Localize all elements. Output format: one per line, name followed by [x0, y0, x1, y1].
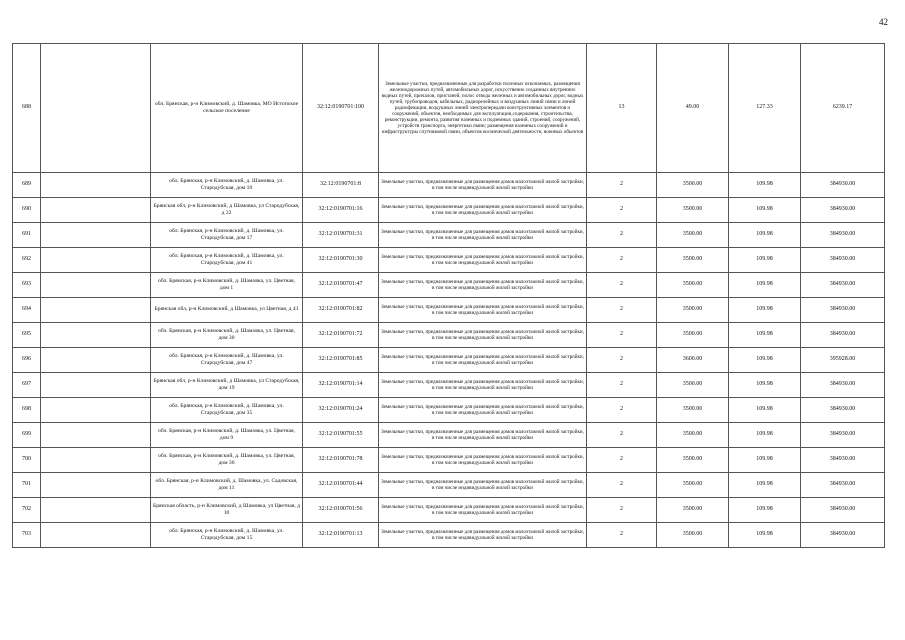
specific-value-cell: 109.98	[729, 248, 801, 273]
row-number: 689	[13, 173, 41, 198]
specific-value-cell: 109.98	[729, 348, 801, 373]
table-row	[13, 44, 885, 173]
address-cell: Брянская обл, р-н Климовский, д Шамовка, ул Стародубская, дом 19	[151, 373, 303, 398]
specific-value-cell: 109.98	[729, 323, 801, 348]
cadastral-value-cell: 384930.00	[801, 173, 885, 198]
row-number: 702	[13, 498, 41, 523]
table-row	[13, 223, 885, 248]
cadastral-value-cell: 384930.00	[801, 373, 885, 398]
address-cell: Брянская область, р-н Климовский, д Шамовка, ул Цветная, д 10	[151, 498, 303, 523]
address-cell: обл. Брянская, р-н Климовский, д. Шамовка, МО Истопское сельское поселение	[151, 44, 303, 173]
row-number: 692	[13, 248, 41, 273]
blank-cell	[41, 173, 151, 198]
cadastral-number-cell: 32:12:0190701:100	[303, 44, 379, 173]
group-cell: 2	[587, 348, 657, 373]
specific-value-cell: 109.98	[729, 298, 801, 323]
area-cell: 49.00	[657, 44, 729, 173]
row-number: 696	[13, 348, 41, 373]
address-cell: обл. Брянская, р-н Климовский, д. Шамовка, ул. Стародубская, дом 35	[151, 398, 303, 423]
specific-value-cell: 109.98	[729, 423, 801, 448]
specific-value-cell: 109.98	[729, 198, 801, 223]
table-row	[13, 323, 885, 348]
specific-value-cell: 109.98	[729, 173, 801, 198]
table-row	[13, 248, 885, 273]
area-cell: 3500.00	[657, 373, 729, 398]
cadastral-value-cell: 384930.00	[801, 473, 885, 498]
specific-value-cell: 109.98	[729, 273, 801, 298]
area-cell: 3500.00	[657, 248, 729, 273]
blank-cell	[41, 198, 151, 223]
group-cell: 2	[587, 273, 657, 298]
specific-value-cell: 127.33	[729, 44, 801, 173]
cadastral-value-cell: 395928.00	[801, 348, 885, 373]
group-cell: 2	[587, 173, 657, 198]
group-cell: 2	[587, 248, 657, 273]
specific-value-cell: 109.98	[729, 473, 801, 498]
group-cell: 2	[587, 323, 657, 348]
land-use-cell: Земельные участки, предназначенные для размещения домов малоэтажной жилой застройки, в том числе индивидуальной жилой застройки	[379, 323, 587, 348]
address-cell: обл. Брянская, р-н Климовский, д. Шамовка, ул. Стародубская, дом 41	[151, 248, 303, 273]
row-number: 695	[13, 323, 41, 348]
address-cell: Брянская обл, р-н Климовский, д Шамовка, ул Цветная, д 41	[151, 298, 303, 323]
area-cell: 3500.00	[657, 498, 729, 523]
specific-value-cell: 109.98	[729, 523, 801, 548]
blank-cell	[41, 423, 151, 448]
cadastral-number-cell: 32:12:0190701:85	[303, 348, 379, 373]
row-number: 694	[13, 298, 41, 323]
cadastral-number-cell: 32:12:0190701:82	[303, 298, 379, 323]
land-use-cell: Земельные участки, предназначенные для размещения домов малоэтажной жилой застройки, в том числе индивидуальной жилой застройки	[379, 223, 587, 248]
cadastral-number-cell: 32:12:0190701:8	[303, 173, 379, 198]
area-cell: 3500.00	[657, 323, 729, 348]
cadastral-value-cell: 384930.00	[801, 223, 885, 248]
area-cell: 3500.00	[657, 223, 729, 248]
address-cell: обл. Брянская, р-н Климовский, д. Шамовка, ул. Цветная, дом 36	[151, 448, 303, 473]
table-row	[13, 448, 885, 473]
cadastral-number-cell: 32:12:0190701:13	[303, 523, 379, 548]
cadastral-value-cell: 6239.17	[801, 44, 885, 173]
area-cell: 3500.00	[657, 298, 729, 323]
address-cell: обл. Брянская, р-н Климовский, д. Шамовка, ул. Цветная, дом 1	[151, 273, 303, 298]
table-row	[13, 423, 885, 448]
area-cell: 3500.00	[657, 173, 729, 198]
address-cell: обл. Брянская, р-н Климовский, д. Шамовка, ул. Стародубская, дом 17	[151, 223, 303, 248]
specific-value-cell: 109.98	[729, 223, 801, 248]
cadastral-number-cell: 32:12:0190701:55	[303, 423, 379, 448]
row-number: 688	[13, 44, 41, 173]
cadastral-value-cell: 384930.00	[801, 298, 885, 323]
cadastral-number-cell: 32:12:0190701:44	[303, 473, 379, 498]
area-cell: 3500.00	[657, 198, 729, 223]
cadastral-value-cell: 384930.00	[801, 498, 885, 523]
land-use-cell: Земельные участки, предназначенные для размещения домов малоэтажной жилой застройки, в том числе индивидуальной жилой застройки	[379, 473, 587, 498]
cadastral-value-cell: 384930.00	[801, 248, 885, 273]
land-use-cell: Земельные участки, предназначенные для размещения домов малоэтажной жилой застройки, в том числе индивидуальной жилой застройки	[379, 423, 587, 448]
land-use-cell: Земельные участки, предназначенные для размещения домов малоэтажной жилой застройки, в том числе индивидуальной жилой застройки	[379, 248, 587, 273]
cadastral-value-cell: 384930.00	[801, 323, 885, 348]
cadastral-number-cell: 32:12:0190701:16	[303, 198, 379, 223]
land-use-cell: Земельные участки, предназначенные для размещения домов малоэтажной жилой застройки, в том числе индивидуальной жилой застройки	[379, 373, 587, 398]
address-cell: обл. Брянская, р-н Климовский, д. Шамовка, ул. Цветная, дом 9	[151, 423, 303, 448]
table-row	[13, 373, 885, 398]
land-use-cell: Земельные участки, предназначенные для разработки полезных ископаемых, размещения железнодорожных путей, автомобильных дорог, искусственно созданных внутренних водных путей, причалов, пристаней, полос отвода железных и автомобильных дорог, водных путей, трубопроводов, кабельных, радиорелейных и воздушных линий связи и линий радиофикации, воздушных линий электропередачи конструктивных элементов и сооружений, объектов, необходимых для эксплуатации,содержания, строительства, реконструкции, ремонта, развития наземных и подземных зданий, строений, сооружений, устройств транспорта, энергетики связи; размещения наземных сооружений и инфраструктуры спутниковой связи, объектов космической деятельности, военных объектов	[379, 44, 587, 173]
group-cell: 2	[587, 523, 657, 548]
blank-cell	[41, 248, 151, 273]
land-use-cell: Земельные участки, предназначенные для размещения домов малоэтажной жилой застройки, в том числе индивидуальной жилой застройки	[379, 448, 587, 473]
cadastral-value-table	[12, 43, 885, 548]
blank-cell	[41, 373, 151, 398]
specific-value-cell: 109.98	[729, 373, 801, 398]
table-row	[13, 198, 885, 223]
row-number: 690	[13, 198, 41, 223]
area-cell: 3500.00	[657, 523, 729, 548]
row-number: 691	[13, 223, 41, 248]
specific-value-cell: 109.98	[729, 448, 801, 473]
page-number: 42	[879, 17, 888, 27]
land-use-cell: Земельные участки, предназначенные для размещения домов малоэтажной жилой застройки, в том числе индивидуальной жилой застройки	[379, 398, 587, 423]
blank-cell	[41, 348, 151, 373]
cadastral-number-cell: 32:12:0190701:31	[303, 223, 379, 248]
specific-value-cell: 109.98	[729, 498, 801, 523]
table-row	[13, 273, 885, 298]
table-row	[13, 473, 885, 498]
blank-cell	[41, 323, 151, 348]
group-cell: 2	[587, 398, 657, 423]
land-use-cell: Земельные участки, предназначенные для размещения домов малоэтажной жилой застройки, в том числе индивидуальной жилой застройки	[379, 198, 587, 223]
area-cell: 3500.00	[657, 398, 729, 423]
table-body	[13, 44, 885, 548]
blank-cell	[41, 298, 151, 323]
blank-cell	[41, 223, 151, 248]
area-cell: 3500.00	[657, 448, 729, 473]
table-row	[13, 298, 885, 323]
cadastral-value-cell: 384930.00	[801, 273, 885, 298]
cadastral-number-cell: 32:12:0190701:56	[303, 498, 379, 523]
cadastral-value-cell: 384930.00	[801, 398, 885, 423]
cadastral-value-cell: 384930.00	[801, 523, 885, 548]
group-cell: 2	[587, 223, 657, 248]
area-cell: 3600.00	[657, 348, 729, 373]
cadastral-value-cell: 384930.00	[801, 448, 885, 473]
cadastral-number-cell: 32:12:0190701:14	[303, 373, 379, 398]
land-use-cell: Земельные участки, предназначенные для размещения домов малоэтажной жилой застройки, в том числе индивидуальной жилой застройки	[379, 348, 587, 373]
specific-value-cell: 109.98	[729, 398, 801, 423]
group-cell: 2	[587, 198, 657, 223]
cadastral-number-cell: 32:12:0190701:78	[303, 448, 379, 473]
table-row	[13, 348, 885, 373]
cadastral-number-cell: 32:12:0190701:30	[303, 248, 379, 273]
row-number: 698	[13, 398, 41, 423]
land-use-cell: Земельные участки, предназначенные для размещения домов малоэтажной жилой застройки, в том числе индивидуальной жилой застройки	[379, 173, 587, 198]
area-cell: 3500.00	[657, 423, 729, 448]
cadastral-number-cell: 32:12:0190701:72	[303, 323, 379, 348]
blank-cell	[41, 273, 151, 298]
blank-cell	[41, 398, 151, 423]
group-cell: 2	[587, 448, 657, 473]
group-cell: 2	[587, 298, 657, 323]
blank-cell	[41, 498, 151, 523]
blank-cell	[41, 473, 151, 498]
table-row	[13, 173, 885, 198]
blank-cell	[41, 523, 151, 548]
cadastral-number-cell: 32:12:0190701:24	[303, 398, 379, 423]
address-cell: обл. Брянская, р-н Климовский, д. Шамовка, ул. Садовская, дом 11	[151, 473, 303, 498]
address-cell: обл. Брянская, р-н Климовский, д. Шамовка, ул. Стародубская, дом 10	[151, 173, 303, 198]
address-cell: обл. Брянская, р-н Климовский, д. Шамовка, ул. Стародубская, дом 15	[151, 523, 303, 548]
row-number: 700	[13, 448, 41, 473]
cadastral-value-cell: 384930.00	[801, 198, 885, 223]
land-use-cell: Земельные участки, предназначенные для размещения домов малоэтажной жилой застройки, в том числе индивидуальной жилой застройки	[379, 298, 587, 323]
table-row	[13, 523, 885, 548]
blank-cell	[41, 44, 151, 173]
group-cell: 2	[587, 373, 657, 398]
group-cell: 2	[587, 473, 657, 498]
blank-cell	[41, 448, 151, 473]
table-row	[13, 498, 885, 523]
group-cell: 2	[587, 423, 657, 448]
land-use-cell: Земельные участки, предназначенные для размещения домов малоэтажной жилой застройки, в том числе индивидуальной жилой застройки	[379, 273, 587, 298]
row-number: 693	[13, 273, 41, 298]
group-cell: 2	[587, 498, 657, 523]
group-cell: 13	[587, 44, 657, 173]
land-use-cell: Земельные участки, предназначенные для размещения домов малоэтажной жилой застройки, в том числе индивидуальной жилой застройки	[379, 523, 587, 548]
cadastral-number-cell: 32:12:0190701:47	[303, 273, 379, 298]
land-use-cell: Земельные участки, предназначенные для размещения домов малоэтажной жилой застройки, в том числе индивидуальной жилой застройки	[379, 498, 587, 523]
table-row	[13, 398, 885, 423]
row-number: 701	[13, 473, 41, 498]
area-cell: 3500.00	[657, 273, 729, 298]
row-number: 703	[13, 523, 41, 548]
row-number: 699	[13, 423, 41, 448]
cadastral-value-cell: 384930.00	[801, 423, 885, 448]
address-cell: обл. Брянская, р-н Климовский, д. Шамовка, ул. Стародубская, дом 47	[151, 348, 303, 373]
address-cell: обл. Брянская, р-н Климовский, д. Шамовка, ул. Цветная, дом 30	[151, 323, 303, 348]
area-cell: 3500.00	[657, 473, 729, 498]
row-number: 697	[13, 373, 41, 398]
address-cell: Брянская обл, р-н Климовский, д Шамовка, ул Стародубская, д 22	[151, 198, 303, 223]
